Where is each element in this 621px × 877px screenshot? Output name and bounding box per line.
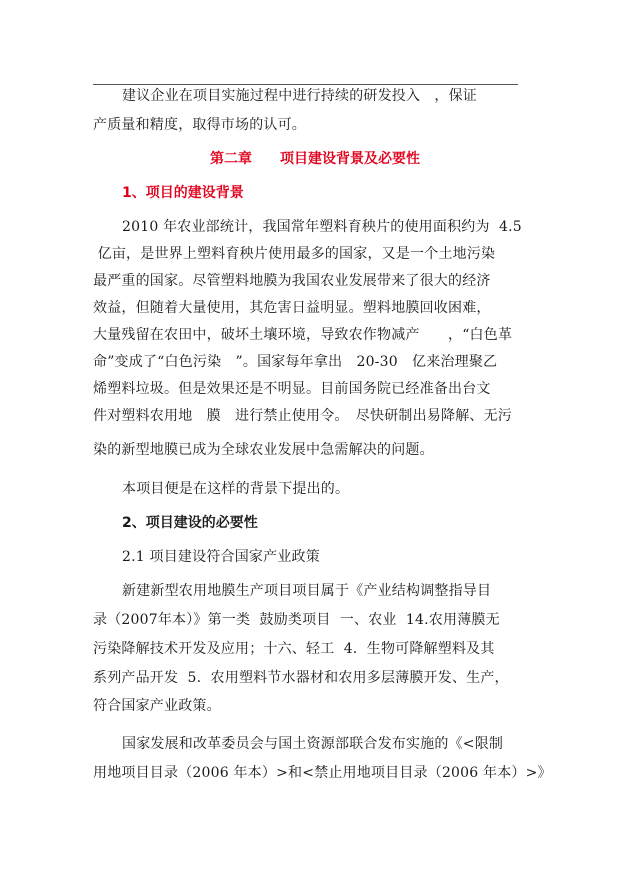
chapter-title: 第二章 项目建设背景及必要性 xyxy=(210,151,420,167)
section-1-para-line: 2010 年农业部统计，我国常年塑料育秧片的使用面积约为 4.5 xyxy=(122,219,522,235)
section-1-para-line: 亿亩，是世界上塑料育秧片使用最多的国家，又是一个土地污染 xyxy=(93,246,496,262)
section-1-para-line: 命”变成了“白色污染 ”。国家每年拿出 20-30 亿来治理聚乙 xyxy=(93,354,498,370)
section-2-para-line: 符合国家产业政策。 xyxy=(93,698,221,714)
section-2-para-line: 录（2007年本）》第一类 鼓励类项目 一、农业 14.农用薄膜无 xyxy=(93,612,500,628)
section-2-subtitle: 2.1 项目建设符合国家产业政策 xyxy=(122,549,320,565)
section-2-para-2-line: 用地项目目录（2006 年本）>和<禁止用地项目目录（2006 年本）>》 xyxy=(93,765,552,781)
header-rule xyxy=(93,84,518,85)
section-1-para-2: 本项目便是在这样的背景下提出的。 xyxy=(122,481,350,497)
intro-line-2: 产质量和精度，取得市场的认可。 xyxy=(93,117,306,133)
section-1-title: 1、项目的建设背景 xyxy=(122,185,244,201)
section-1-para-line: 烯塑料垃圾。但是效果还是不明显。目前国务院已经准备出台文 xyxy=(93,381,491,397)
section-1-para-line: 大量残留在农田中，破坏土壤环境，导致农作物减产 ，“白色革 xyxy=(93,327,513,343)
intro-line-1: 建议企业在项目实施过程中进行持续的研发投入 ，保证 xyxy=(122,88,477,104)
section-2-para-line: 污染降解技术开发及应用；十六、轻工 4. 生物可降解塑料及其 xyxy=(93,641,495,657)
section-2-para-2-line: 国家发展和改革委员会与国土资源部联合发布实施的《<限制 xyxy=(122,736,504,752)
section-2-title: 2、项目建设的必要性 xyxy=(122,515,258,531)
section-1-para-line: 效益，但随着大量使用，其危害日益明显。塑料地膜回收困难， xyxy=(93,300,491,316)
section-2-para-line: 新建新型农用地膜生产项目项目属于《产业结构调整指导目 xyxy=(122,583,492,599)
section-1-para-line: 件对塑料农用地 膜 进行禁止使用令。 尽快研制出易降解、无污 xyxy=(93,408,512,424)
section-1-para-line: 最严重的国家。尽管塑料地膜为我国农业发展带来了很大的经济 xyxy=(93,273,491,289)
section-1-para-line: 染的新型地膜已成为全球农业发展中急需解决的问题。 xyxy=(93,442,434,458)
section-2-para-line: 系列产品开发 5. 农用塑料节水器材和农用多层薄膜开发、生产， xyxy=(93,670,509,686)
